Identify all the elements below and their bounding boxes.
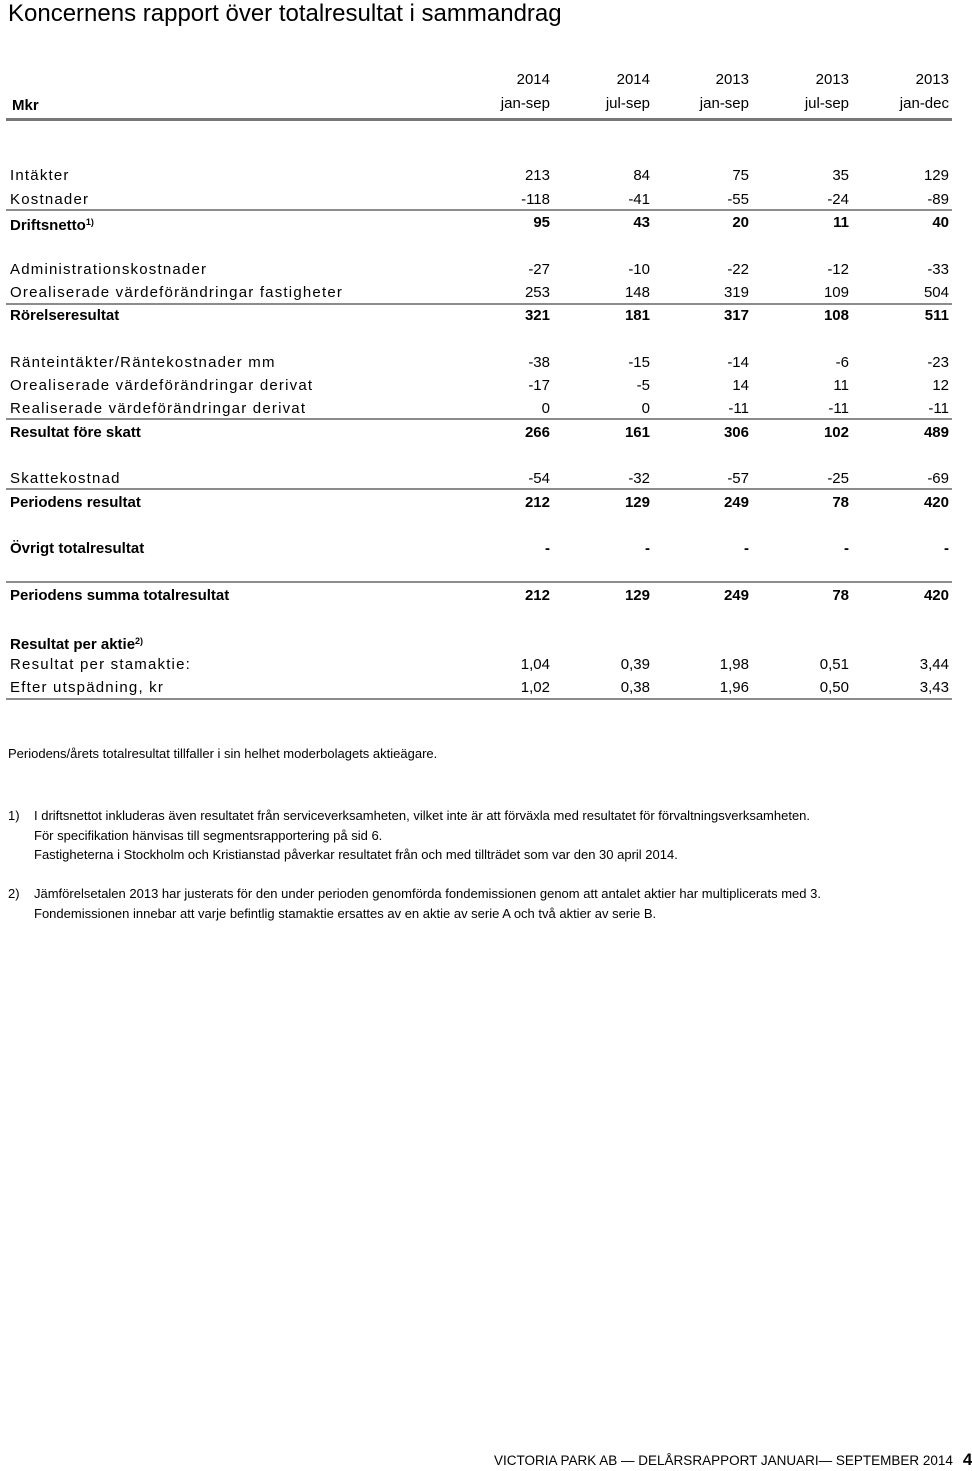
table-row xyxy=(0,164,960,187)
row-label: Orealiserade värdeförändringar derivat xyxy=(10,377,314,394)
header-year: 2014 xyxy=(616,71,650,88)
cell: 0,50 xyxy=(819,679,849,696)
cell: 1,04 xyxy=(520,656,550,673)
cell: -54 xyxy=(528,470,550,487)
cell: 14 xyxy=(732,377,749,394)
cell: -38 xyxy=(528,354,550,371)
footnote-line: För specifikation hänvisas till segmentsrapportering på sid 6. xyxy=(34,828,383,843)
table-row xyxy=(0,630,960,653)
row-label: Övrigt totalresultat xyxy=(10,540,145,557)
table-row xyxy=(0,421,960,444)
cell: -11 xyxy=(828,400,849,417)
table-row xyxy=(0,351,960,374)
table-row xyxy=(0,676,960,699)
cell: 511 xyxy=(924,307,949,324)
row-label: Driftsnetto$^{1)}$ xyxy=(10,217,94,234)
cell: -6 xyxy=(835,354,849,371)
table-row xyxy=(0,584,960,607)
cell: 161 xyxy=(624,424,650,441)
cell: 212 xyxy=(524,494,550,511)
cell: -118 xyxy=(521,191,550,208)
footnote-line: Fastigheterna i Stockholm och Kristianstad påverkar resultatet från och med tillträdet som var den 30 april 2014. xyxy=(34,847,678,862)
row-label: Periodens summa totalresultat xyxy=(10,587,230,604)
cell: 108 xyxy=(823,307,849,324)
row-label: Kostnader xyxy=(10,191,90,208)
table-row xyxy=(0,211,960,234)
cell: 0 xyxy=(541,400,550,417)
cell: 319 xyxy=(723,284,749,301)
footnote-ref: 2) xyxy=(135,636,144,646)
row-label: Resultat före skatt xyxy=(10,424,141,441)
header-period: jul-sep xyxy=(605,95,650,112)
cell: 78 xyxy=(832,494,849,511)
cell: -23 xyxy=(927,354,949,371)
cell: 1,02 xyxy=(520,679,550,696)
cell: 249 xyxy=(723,494,749,511)
cell: 129 xyxy=(624,587,650,604)
row-divider xyxy=(6,581,952,583)
cell: 148 xyxy=(624,284,650,301)
header-year: 2013 xyxy=(815,71,849,88)
cell: -69 xyxy=(927,470,949,487)
cell: 420 xyxy=(923,587,949,604)
cell: 1,98 xyxy=(719,656,749,673)
cell: 489 xyxy=(923,424,949,441)
cell: 12 xyxy=(932,377,949,394)
footer-text: VICTORIA PARK AB — DELÅRSRAPPORT JANUARI— SEPTEMBER 2014 xyxy=(494,1453,953,1468)
cell: -12 xyxy=(827,261,849,278)
table-row xyxy=(0,467,960,490)
header-divider xyxy=(6,118,952,121)
table-row xyxy=(0,188,960,211)
page-number: 4 xyxy=(962,1450,972,1469)
page-title: Koncernens rapport över totalresultat i sammandrag xyxy=(8,0,562,27)
cell: -55 xyxy=(727,191,749,208)
cell: 306 xyxy=(723,424,749,441)
cell: -41 xyxy=(628,191,650,208)
row-label: Periodens resultat xyxy=(10,494,141,511)
table-row xyxy=(0,397,960,420)
table-row xyxy=(0,281,960,304)
header-period: jan-dec xyxy=(899,95,949,112)
cell: -14 xyxy=(727,354,749,371)
cell: 75 xyxy=(732,167,749,184)
row-label: Rörelseresultat xyxy=(10,307,120,324)
cell: 253 xyxy=(524,284,550,301)
cell: - xyxy=(844,540,849,557)
cell: 95 xyxy=(533,214,550,231)
cell: 0,39 xyxy=(620,656,650,673)
page-footer xyxy=(494,1450,972,1471)
cell: -17 xyxy=(528,377,550,394)
cell: -27 xyxy=(528,261,550,278)
cell: 317 xyxy=(723,307,749,324)
cell: 321 xyxy=(524,307,550,324)
row-label: Intäkter xyxy=(10,167,70,184)
cell: - xyxy=(744,540,749,557)
cell: -24 xyxy=(827,191,849,208)
row-label: Efter utspädning, kr xyxy=(10,679,165,696)
cell: 0 xyxy=(641,400,650,417)
header-year: 2014 xyxy=(516,71,550,88)
table-bottom-divider xyxy=(6,698,952,700)
unit-label: Mkr xyxy=(12,97,39,114)
header-year: 2013 xyxy=(715,71,749,88)
cell: 213 xyxy=(524,167,550,184)
cell: 129 xyxy=(624,494,650,511)
cell: 109 xyxy=(823,284,849,301)
footnote-number: 2) xyxy=(8,886,20,901)
cell: -22 xyxy=(727,261,749,278)
cell: -11 xyxy=(928,400,949,417)
cell: 249 xyxy=(723,587,749,604)
cell: 212 xyxy=(524,587,550,604)
cell: 0,38 xyxy=(620,679,650,696)
row-label: Realiserade värdeförändringar derivat xyxy=(10,400,307,417)
cell: - xyxy=(944,540,949,557)
cell: -10 xyxy=(628,261,650,278)
row-divider xyxy=(6,418,952,420)
cell: 0,51 xyxy=(819,656,849,673)
footnote-line: I driftsnettot inkluderas även resultatet från serviceverksamheten, vilket inte är att förväxla med resultatet för förvaltningsverksamheten. xyxy=(34,808,811,823)
cell: 1,96 xyxy=(719,679,749,696)
cell: - xyxy=(645,540,650,557)
footnote-line: Fondemissionen innebar att varje befintlig stamaktie ersattes av en aktie av serie A och två aktier av serie B. xyxy=(34,906,657,921)
cell: 129 xyxy=(923,167,949,184)
cell: 40 xyxy=(932,214,949,231)
cell: 78 xyxy=(832,587,849,604)
cell: 504 xyxy=(923,284,949,301)
cell: -15 xyxy=(628,354,650,371)
row-label: Administrationskostnader xyxy=(10,261,208,278)
table-row xyxy=(0,374,960,397)
row-label: Resultat per aktie$^{2)}$ xyxy=(10,636,144,653)
header-year: 2013 xyxy=(915,71,949,88)
header-period: jul-sep xyxy=(804,95,849,112)
row-label: Resultat per stamaktie: xyxy=(10,656,191,673)
cell: -89 xyxy=(927,191,949,208)
cell: 11 xyxy=(833,214,849,231)
cell: 43 xyxy=(633,214,650,231)
attribution-note: Periodens/årets totalresultat tillfaller i sin helhet moderbolagets aktieägare. xyxy=(8,746,438,761)
header-periods xyxy=(0,92,960,116)
cell: 420 xyxy=(923,494,949,511)
cell: 35 xyxy=(832,167,849,184)
table-row xyxy=(0,491,960,514)
footnote-number: 1) xyxy=(8,808,20,823)
cell: -33 xyxy=(927,261,949,278)
header-years xyxy=(0,68,960,92)
cell: 3,44 xyxy=(919,656,949,673)
row-divider xyxy=(6,488,952,490)
cell: - xyxy=(545,540,550,557)
header-period: jan-sep xyxy=(699,95,749,112)
header-period: jan-sep xyxy=(500,95,550,112)
table-row xyxy=(0,653,960,676)
table-row xyxy=(0,258,960,281)
cell: 3,43 xyxy=(919,679,949,696)
cell: 20 xyxy=(732,214,749,231)
cell: 84 xyxy=(633,167,650,184)
table-row xyxy=(0,304,960,327)
cell: 266 xyxy=(524,424,550,441)
cell: -57 xyxy=(727,470,749,487)
cell: -25 xyxy=(827,470,849,487)
cell: -32 xyxy=(628,470,650,487)
cell: 102 xyxy=(823,424,849,441)
footnote-line: Jämförelsetalen 2013 har justerats för den under perioden genomförda fondemissionen genom att antalet aktier har multiplicerats med 3. xyxy=(34,886,821,901)
row-label: Orealiserade värdeförändringar fastigheter xyxy=(10,284,344,301)
cell: 11 xyxy=(833,377,849,394)
row-label: Skattekostnad xyxy=(10,470,121,487)
row-label: Ränteintäkter/Räntekostnader mm xyxy=(10,354,276,371)
cell: -5 xyxy=(636,377,650,394)
cell: 181 xyxy=(624,307,650,324)
cell: -11 xyxy=(728,400,749,417)
table-row xyxy=(0,537,960,560)
footnote-ref: 1) xyxy=(85,217,94,227)
